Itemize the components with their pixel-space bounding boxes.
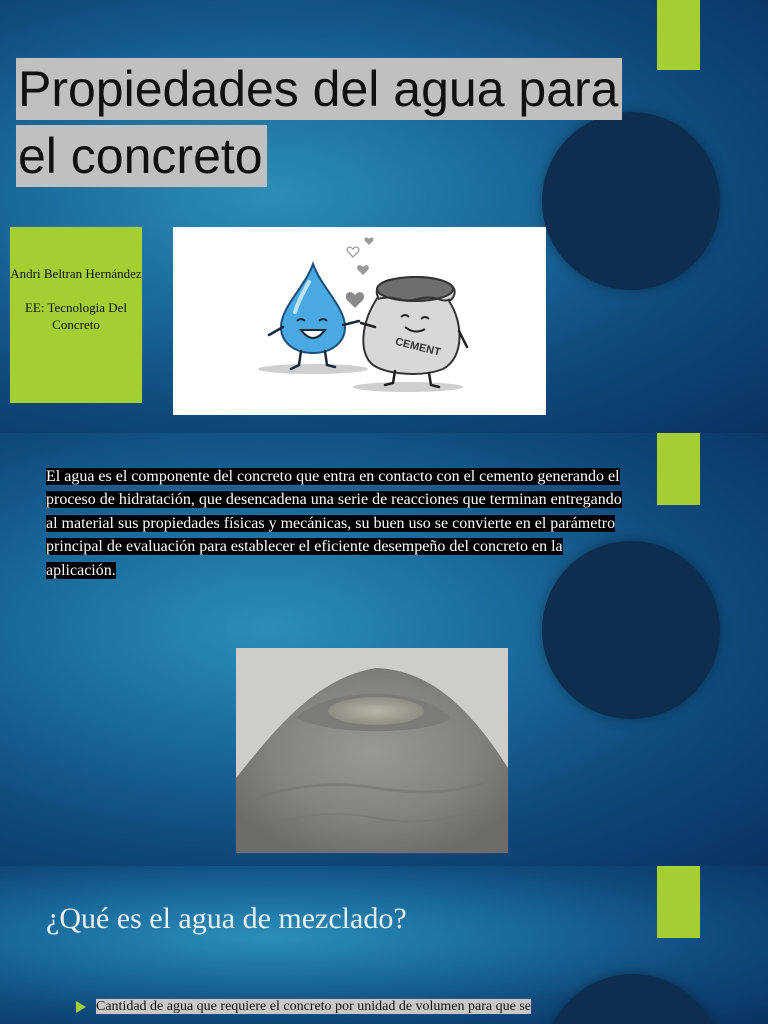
- accent-bar: [657, 0, 700, 70]
- bullet-text-span: Cantidad de agua que requiere el concreto por unidad de volumen para que se: [96, 999, 531, 1014]
- heart-icon: [346, 238, 374, 308]
- author-box: [10, 227, 142, 403]
- accent-bar: [657, 433, 700, 505]
- body-paragraph: [46, 465, 626, 582]
- title-line-2: el concreto: [16, 125, 267, 187]
- droplet-character-icon: [269, 264, 359, 369]
- slide-2: [0, 433, 768, 866]
- course-name: EE: Tecnologia Del Concreto: [24, 300, 128, 332]
- title-line-1: Propiedades del agua para: [16, 58, 622, 120]
- section-heading: ¿Qué es el agua de mezclado?: [46, 902, 407, 935]
- slide-3: [0, 866, 768, 1024]
- decorative-circle: [542, 112, 720, 290]
- water-cement-illustration: [173, 227, 546, 415]
- cement-bag-character-icon: [361, 277, 467, 387]
- author-name: Andri Beltran Hernández: [10, 266, 142, 281]
- bullet-text: [96, 998, 606, 1016]
- cement-label: CEMENT: [393, 335, 442, 359]
- slide-1: [0, 0, 768, 433]
- paragraph-text: El agua es el componente del concreto que entra en contacto con el cemento generando el proceso de hidratación, que desencadena una serie de reacciones que terminan entregando al material sus propiedades físicas y mecánicas, su buen uso se convierte en el parámetro principal de evaluación para establecer el eficiente desempeño del concreto en la aplicación.: [46, 468, 622, 579]
- accent-bar: [657, 866, 700, 938]
- cement-mix-photo: [236, 648, 508, 853]
- triangle-bullet-icon: [76, 1001, 86, 1013]
